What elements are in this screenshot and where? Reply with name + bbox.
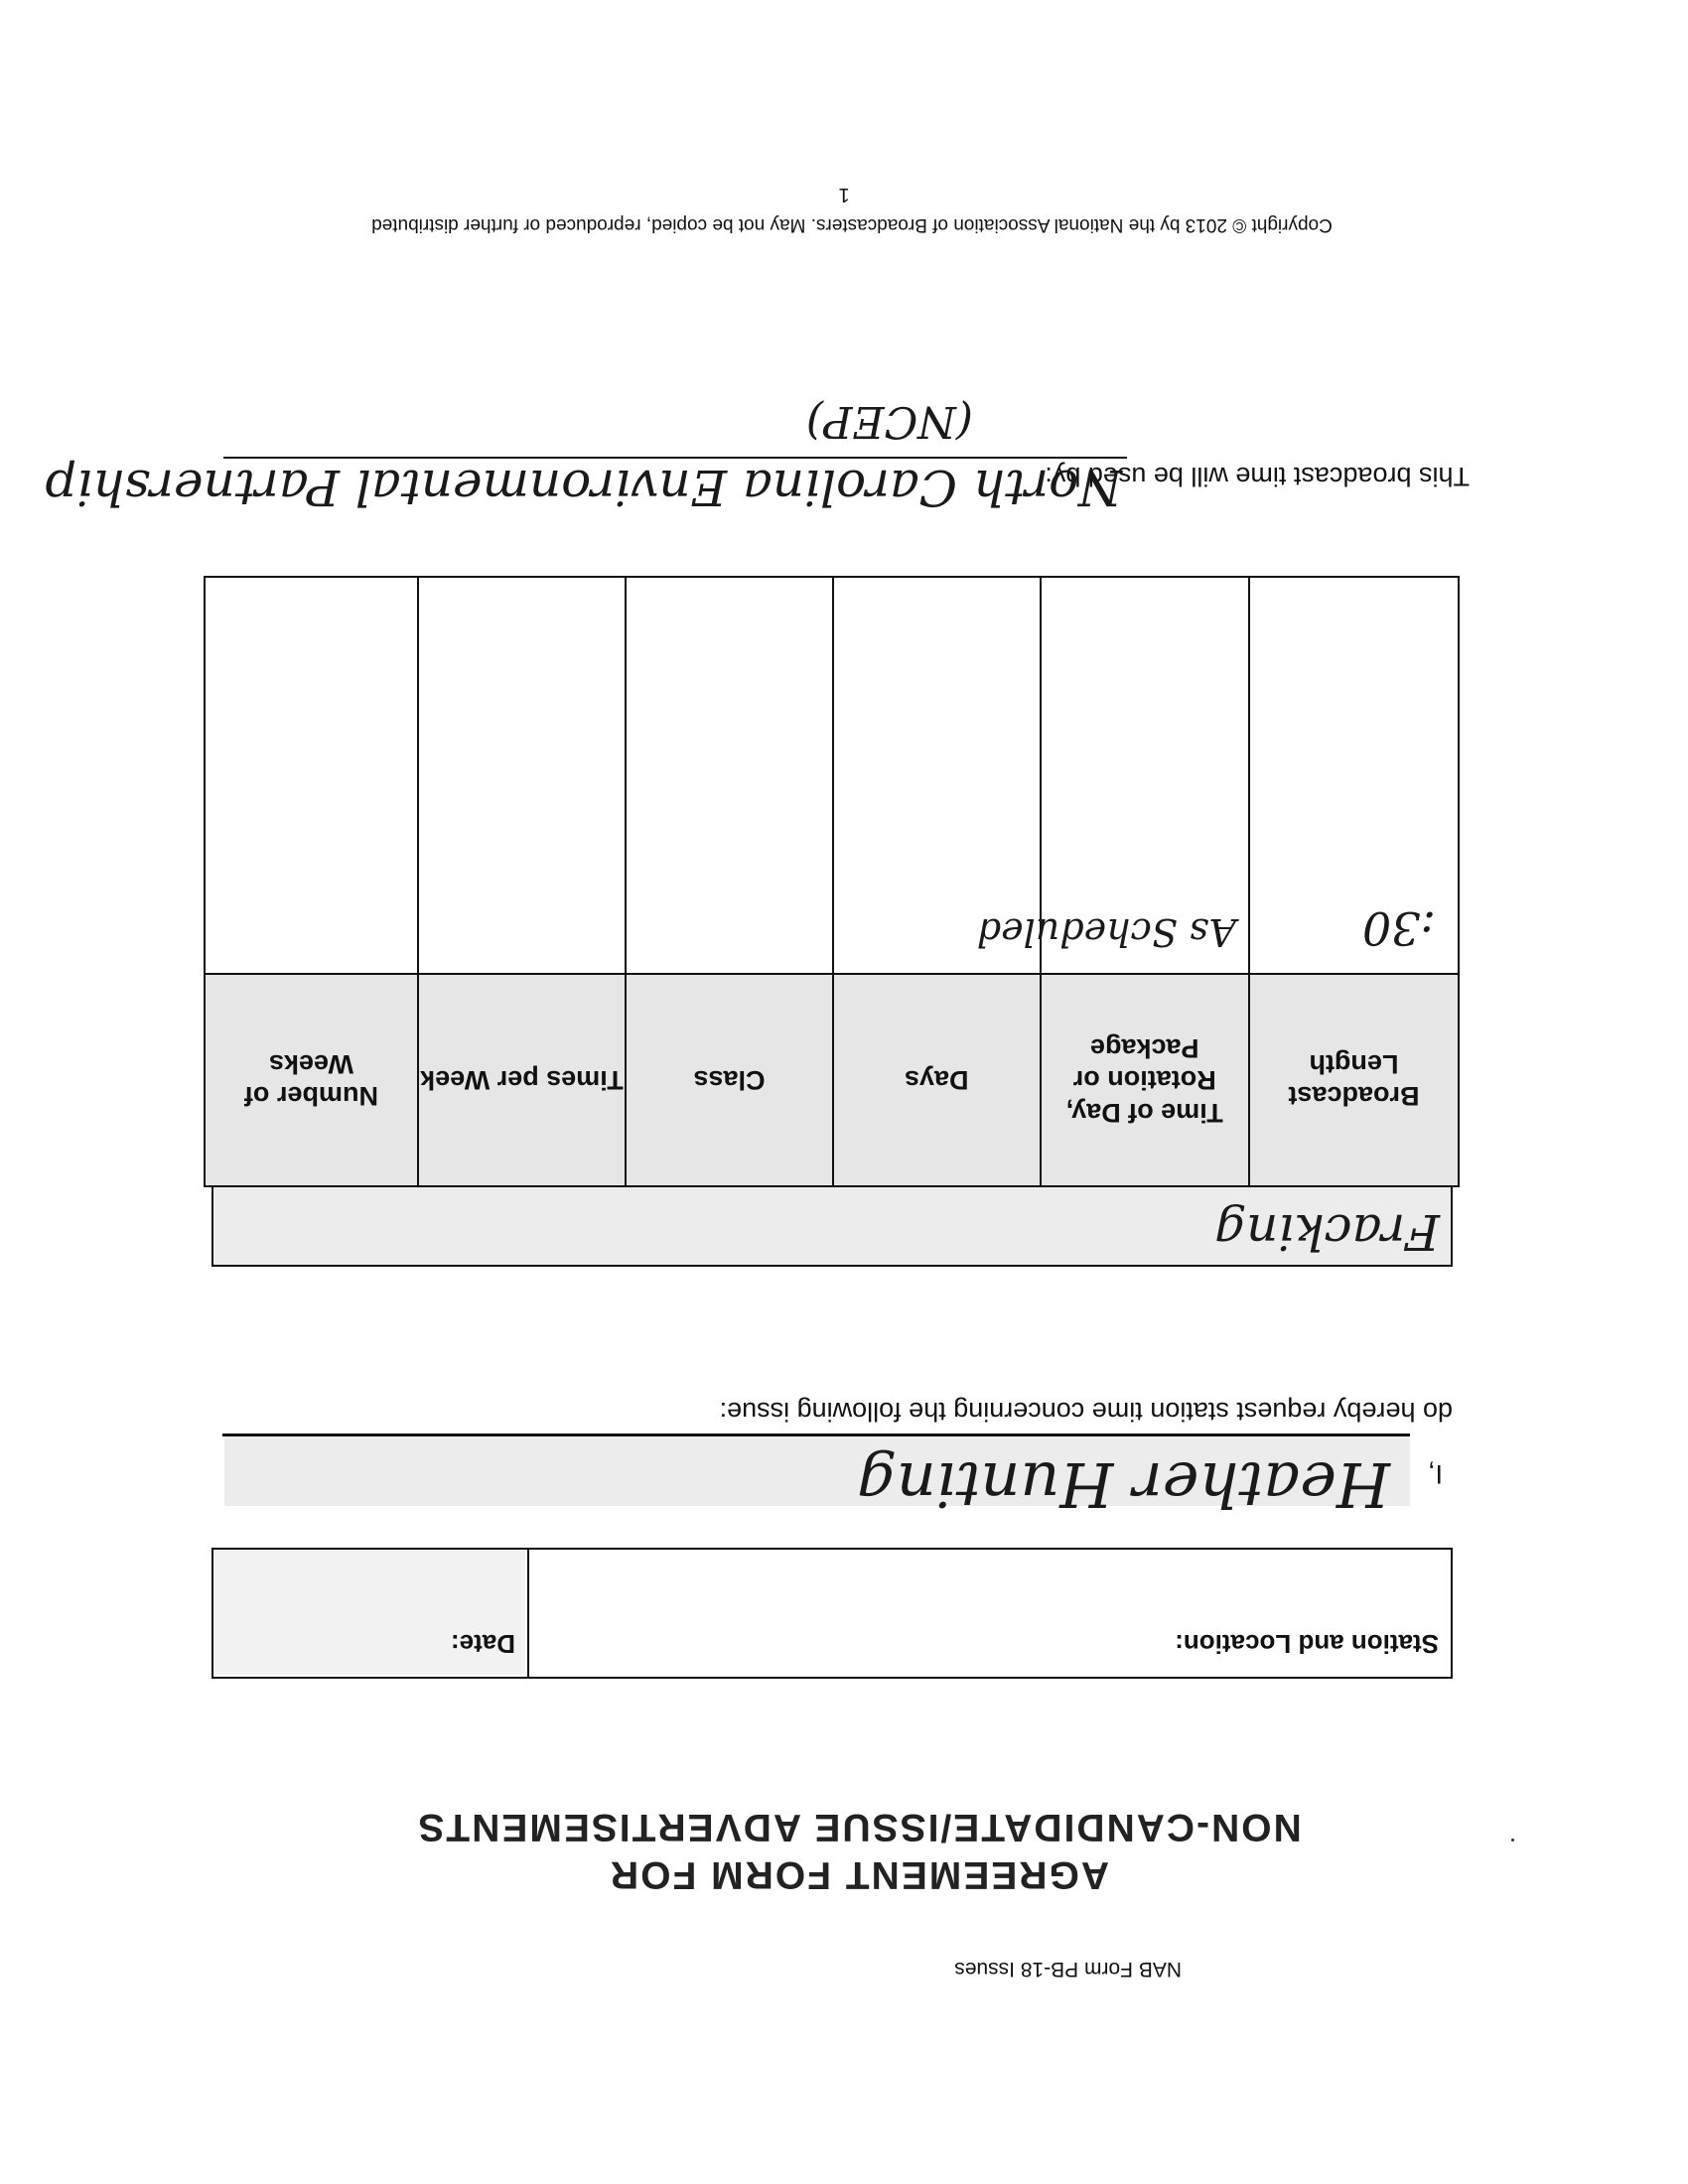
- form-title-line1: AGREEMENT FORM FOR: [609, 1853, 1109, 1896]
- station-location-label: Station and Location:: [1175, 1629, 1439, 1659]
- header-class: Class: [626, 974, 833, 1186]
- time-of-day-handwritten: As Scheduled: [976, 910, 1236, 954]
- requester-name-line: [222, 1433, 1410, 1436]
- header-time-of-day: Time of Day, Rotation or Package: [1041, 974, 1249, 1186]
- issue-handwritten: Fracking: [1214, 1203, 1440, 1261]
- cell-class: [626, 577, 833, 974]
- header-days: Days: [833, 974, 1041, 1186]
- copyright-notice: Copyright © 2013 by the National Association of Broadcasters. May not be copied, reproduced or further distributed: [371, 214, 1333, 235]
- cell-time-of-day: [976, 577, 1249, 974]
- broadcast-length-handwritten: :30: [1361, 901, 1436, 955]
- schedule-table: [204, 576, 1460, 1187]
- header-times-per-week: Times per Week: [418, 974, 626, 1186]
- used-by-abbrev-handwritten: (NCEP): [805, 396, 973, 447]
- cell-number-of-weeks: [205, 577, 418, 974]
- schedule-header-row: [205, 974, 1459, 1186]
- cell-times-per-week: [418, 577, 626, 974]
- header-number-of-weeks: Number of Weeks: [205, 974, 418, 1186]
- used-by-line: [223, 457, 1127, 459]
- header-broadcast-length: Broadcast Length: [1249, 974, 1459, 1186]
- used-by-org-handwritten: North Carolina Environmental Partnership: [45, 459, 1122, 516]
- cell-broadcast-length: [1249, 577, 1459, 974]
- station-date-divider: [527, 1550, 529, 1677]
- scan-speck: [1511, 1839, 1514, 1842]
- form-title-line2: NON-CANDIDATE/ISSUE ADVERTISEMENTS: [416, 1806, 1302, 1848]
- date-label: Date:: [450, 1629, 515, 1659]
- used-by-label: This broadcast time will be used by:: [1045, 462, 1470, 491]
- page-number: 1: [838, 184, 850, 205]
- station-date-box: [211, 1548, 1453, 1679]
- requester-prefix: I,: [1427, 1459, 1443, 1489]
- schedule-value-row: [205, 577, 1459, 974]
- form-id: NAB Form PB-18 Issues: [954, 1958, 1182, 1980]
- request-statement: do hereby request station time concerning the following issue:: [719, 1397, 1453, 1427]
- requester-name-handwritten: Heather Hunting: [857, 1448, 1390, 1521]
